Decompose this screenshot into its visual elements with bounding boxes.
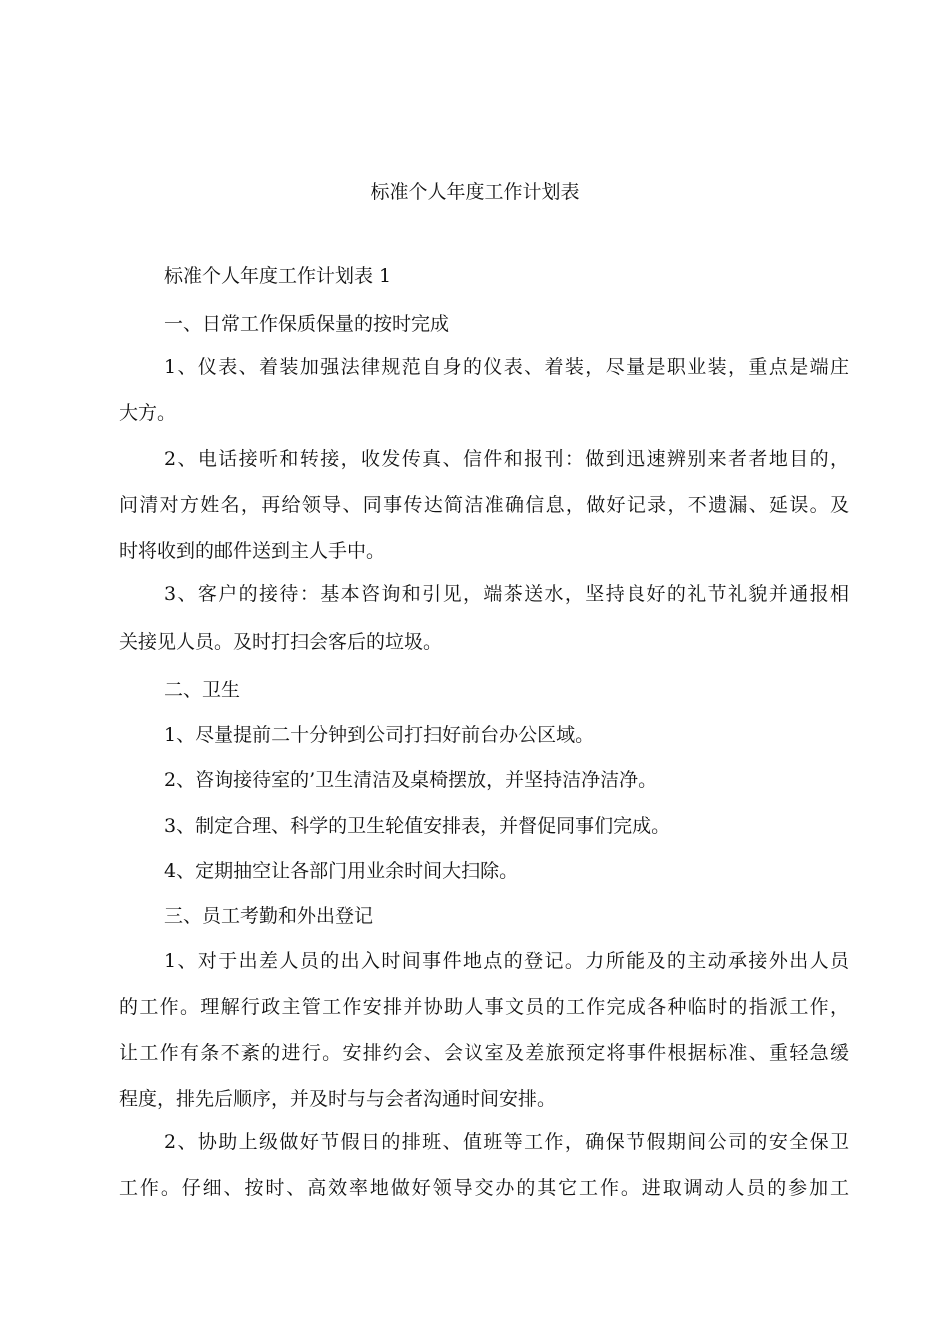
- text-line: 的工作。理解行政主管工作安排并协助人事文员的工作完成各种临时的指派工作，: [119, 996, 849, 1018]
- paragraph: [119, 766, 849, 794]
- text-line: 关接见人员。及时打扫会客后的垃圾。: [119, 631, 443, 653]
- document-subtitle: [119, 262, 849, 290]
- section-heading: [119, 676, 849, 704]
- text-line: 1、仪表、着装加强法律规范自身的仪表、着装，尽量是职业装，重点是端庄: [164, 356, 849, 378]
- text-line: 3、制定合理、科学的卫生轮值安排表，并督促同事们完成。: [164, 815, 671, 837]
- section-heading: [119, 310, 849, 338]
- text-line: 时将收到的邮件送到主人手中。: [119, 540, 386, 562]
- section-heading: [119, 902, 849, 930]
- text-line: 2、咨询接待室的’卫生清洁及桌椅摆放，并坚持洁净洁净。: [164, 769, 658, 791]
- text-line: 让工作有条不紊的进行。安排约会、会议室及差旅预定将事件根据标准、重轻急缓: [119, 1042, 849, 1064]
- text-line: 程度，排先后顺序，并及时与与会者沟通时间安排。: [119, 1088, 557, 1110]
- text-line: 标准个人年度工作计划表 1: [164, 265, 392, 287]
- text-line: 1、尽量提前二十分钟到公司打扫好前台办公区域。: [164, 724, 595, 746]
- text-line: 1、对于出差人员的出入时间事件地点的登记。力所能及的主动承接外出人员: [164, 950, 849, 972]
- text-line: 问清对方姓名，再给领导、同事传达简洁准确信息，做好记录，不遗漏、延误。及: [119, 494, 849, 516]
- paragraph: [119, 812, 849, 840]
- text-line: 2、协助上级做好节假日的排班、值班等工作，确保节假期间公司的安全保卫: [164, 1131, 849, 1153]
- text-line: 2、电话接听和转接，收发传真、信件和报刊：做到迅速辨别来者者地目的，: [164, 448, 849, 470]
- text-line: 4、定期抽空让各部门用业余时间大扫除。: [164, 860, 519, 882]
- text-line: 一、日常工作保质保量的按时完成: [164, 313, 450, 335]
- text-line: 3、客户的接待：基本咨询和引见，端茶送水，坚持良好的礼节礼貌并通报相: [164, 583, 849, 605]
- paragraph: [119, 1128, 849, 1202]
- paragraph: [119, 353, 849, 427]
- paragraph: [119, 947, 849, 1113]
- text-line: 二、卫生: [164, 679, 241, 701]
- paragraph: [119, 721, 849, 749]
- text-line: 大方。: [119, 402, 177, 424]
- paragraph: [119, 857, 849, 885]
- paragraph: [119, 445, 849, 565]
- text-line: 三、员工考勤和外出登记: [164, 905, 374, 927]
- paragraph: [119, 580, 849, 656]
- text-line: 工作。仔细、按时、高效率地做好领导交办的其它工作。进取调动人员的参加工: [119, 1177, 849, 1199]
- document-title: 标准个人年度工作计划表: [370, 181, 580, 203]
